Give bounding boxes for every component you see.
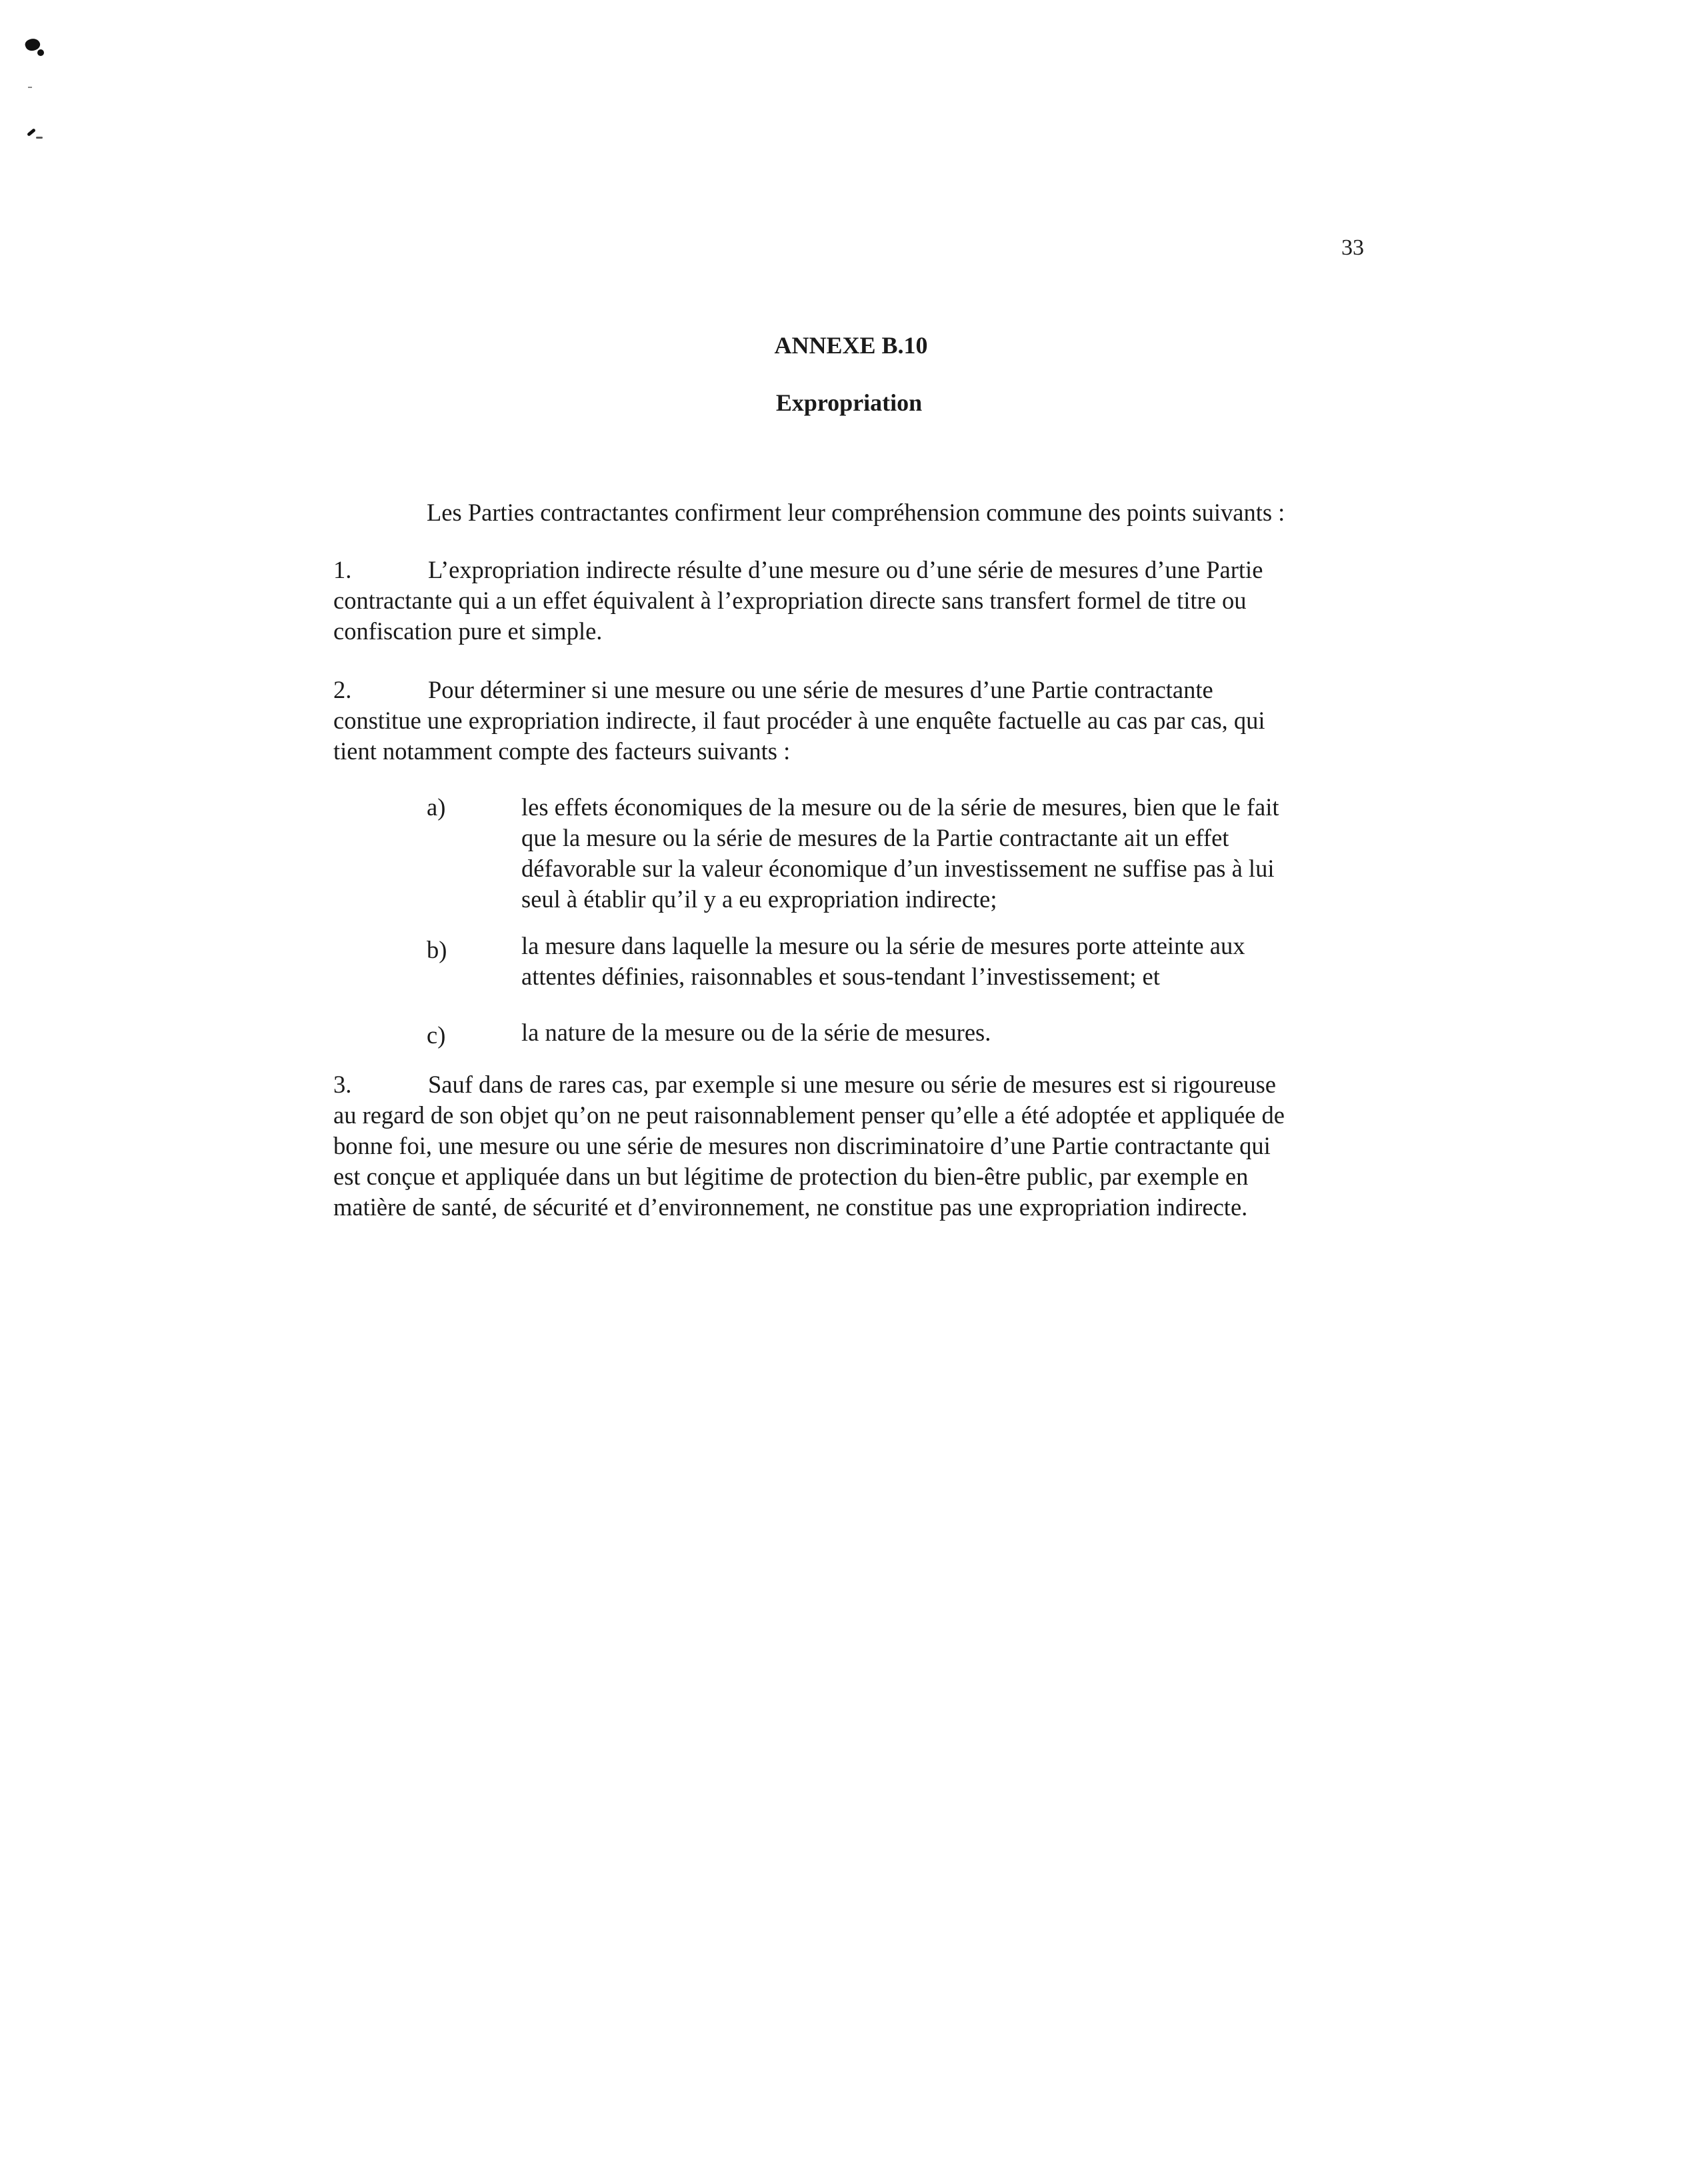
list-item-line: la mesure dans laquelle la mesure ou la série de mesures porte atteinte aux [521,932,1245,959]
list-item-line: la nature de la mesure ou de la série de mesures. [521,1019,991,1046]
paragraph-line: Pour déterminer si une mesure ou une série de mesures d’une Partie contractante [428,676,1213,703]
page-number: 33 [1341,235,1364,260]
paragraph-line: matière de santé, de sécurité et d’environnement, ne constitue pas une expropriation indirecte. [333,1193,1248,1221]
intro-text: Les Parties contractantes confirment leur compréhension commune des points suivants : [427,499,1285,526]
paragraph-line: Sauf dans de rares cas, par exemple si une mesure ou série de mesures est si rigoureuse [428,1071,1276,1098]
annex-subtitle: Expropriation [775,389,923,416]
paragraph-number: 3. [333,1071,352,1098]
scan-speck [37,49,44,56]
annex-title: ANNEXE B.10 [774,332,928,359]
list-item-line: que la mesure ou la série de mesures de la Partie contractante ait un effet [521,824,1229,851]
paragraph-line: est conçue et appliquée dans un but légitime de protection du bien-être public, par exemple en [333,1163,1249,1190]
paragraph-number: 2. [333,676,352,703]
scan-speck [36,137,43,139]
list-item-line: défavorable sur la valeur économique d’un investissement ne suffise pas à lui [521,855,1275,882]
scan-speck [28,87,32,88]
list-item-line: seul à établir qu’il y a eu expropriation indirecte; [521,885,997,913]
list-item-label: b) [427,936,447,963]
list-item-label: a) [427,793,446,821]
paragraph-line: au regard de son objet qu’on ne peut raisonnablement penser qu’elle a été adoptée et appliquée de [333,1101,1285,1129]
list-item-label: c) [427,1021,446,1049]
paragraph-line: constitue une expropriation indirecte, il faut procéder à une enquête factuelle au cas par cas, qui [333,707,1265,734]
list-item-line: attentes définies, raisonnables et sous-tendant l’investissement; et [521,963,1160,990]
paragraph-number: 1. [333,556,352,583]
paragraph-line: L’expropriation indirecte résulte d’une mesure ou d’une série de mesures d’une Partie [428,556,1263,583]
scan-speck [27,128,36,137]
paragraph-line: confiscation pure et simple. [333,617,603,645]
paragraph-line: tient notamment compte des facteurs suivants : [333,737,791,765]
list-item-line: les effets économiques de la mesure ou de la série de mesures, bien que le fait [521,793,1279,821]
paragraph-line: contractante qui a un effet équivalent à l’expropriation directe sans transfert formel de titre ou [333,587,1247,614]
paragraph-line: bonne foi, une mesure ou une série de mesures non discriminatoire d’une Partie contractante qui [333,1132,1271,1159]
